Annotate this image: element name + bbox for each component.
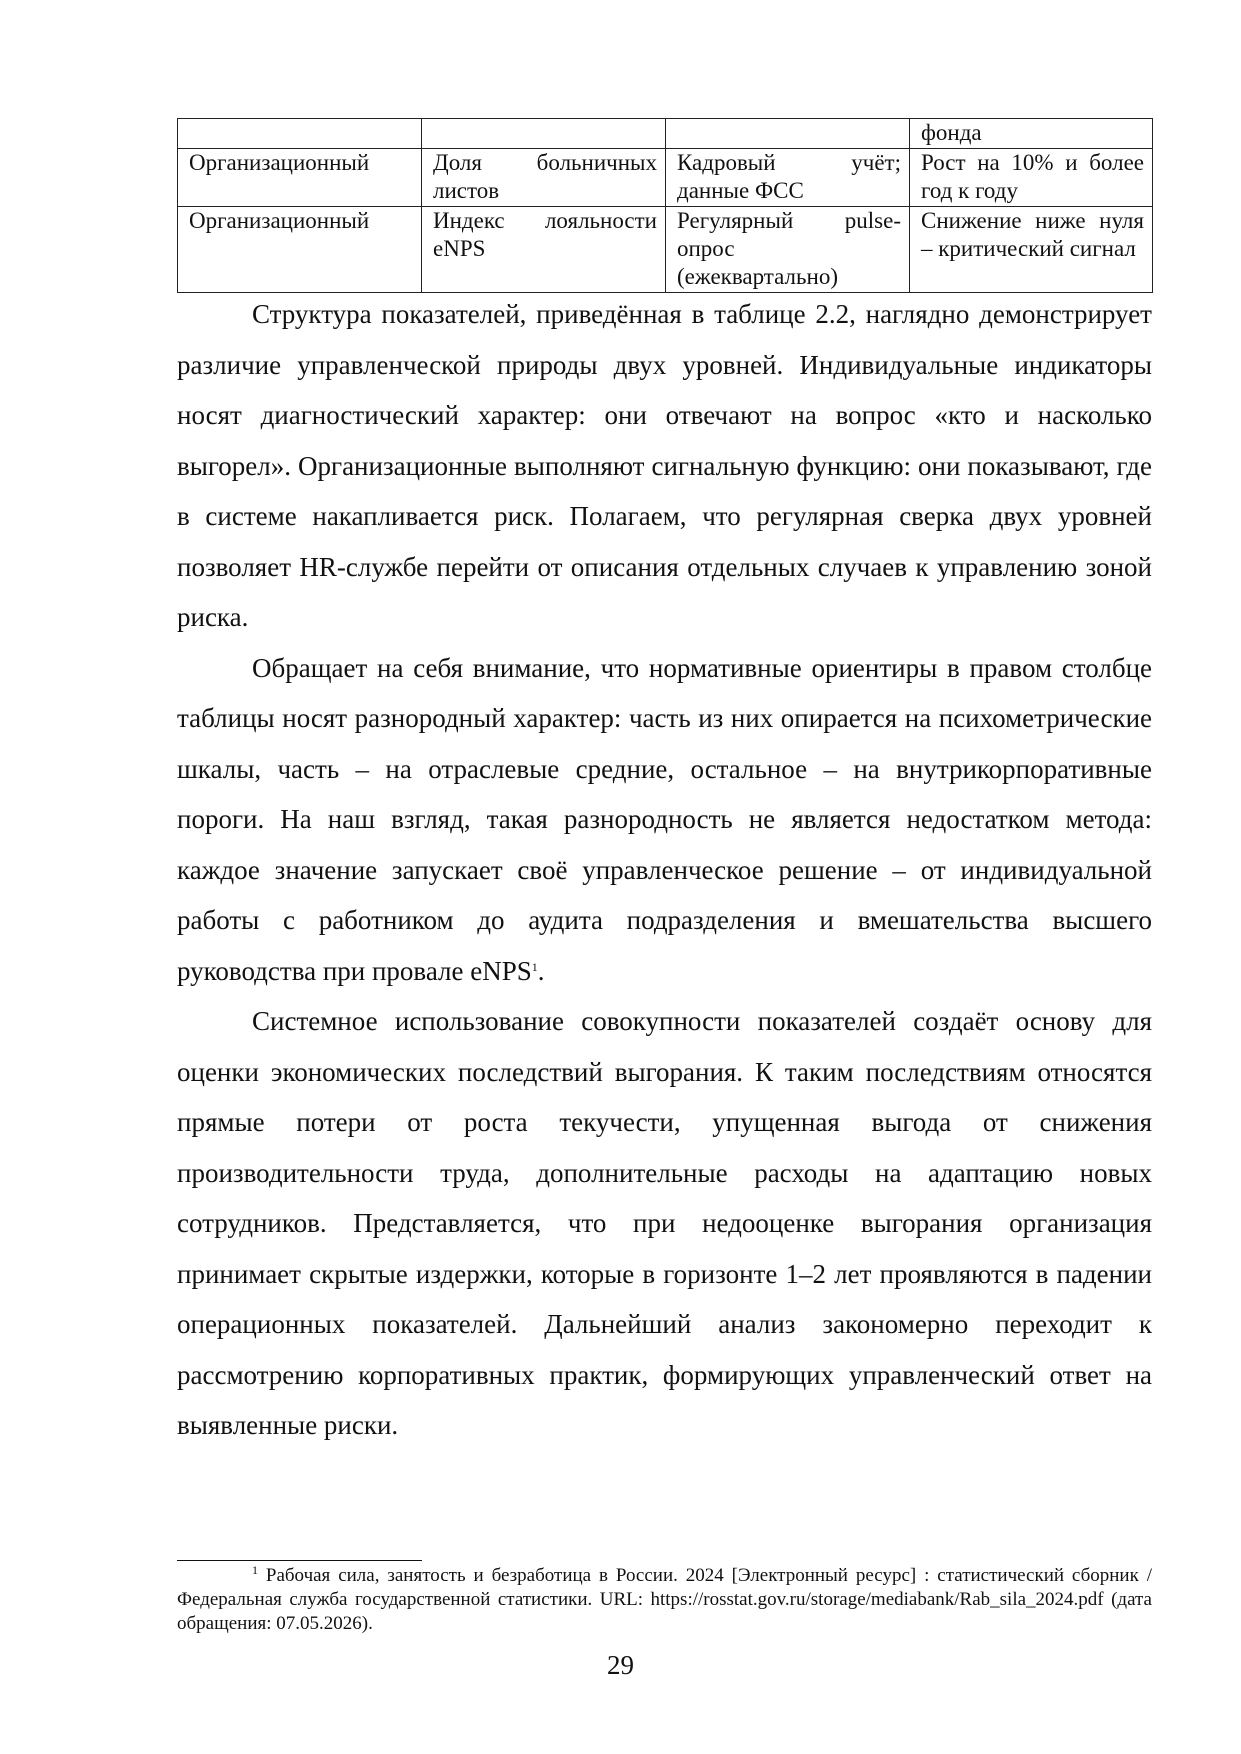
paragraph-end: . — [537, 955, 545, 986]
indicators-table — [177, 118, 1153, 293]
paragraph — [177, 643, 1152, 997]
footnote-separator — [177, 1560, 422, 1561]
paragraph: Системное использование совокупности показателей создаёт основу для оценки экономических последствий выгорания. К таким последствиям относятся прямые потери от роста текучести, упущенная выгода от снижения производительности труда, дополнительные расходы на адаптацию новых сотрудников. Представляется, что при недооценке выгорания организация принимает скрытые издержки, которые в горизонте 1–2 лет проявляются в падении операционных показателей. Дальнейший анализ закономерно переходит к рассмотрению корпоративных практик, формирующих управленческий ответ на выявленные риски. — [177, 1006, 1152, 1440]
footnote — [177, 1564, 1152, 1636]
table-cell — [666, 119, 910, 149]
table-cell: Доля больничных листов — [422, 149, 666, 207]
table-cell: Организационный — [178, 149, 422, 207]
table-cell: Индекс лояльности eNPS — [422, 207, 666, 293]
table-row — [178, 119, 1153, 149]
footnote-reference[interactable]: 1 — [531, 959, 538, 974]
table-cell — [178, 119, 422, 149]
paragraph-text: Обращает на себя внимание, что нормативные ориентиры в правом столбце таблицы носят разнородный характер: часть из них опирается на психометрические шкалы, часть – на отраслевые средние, остальное – на внутрикорпоративные пороги. На наш взгляд, такая разнородность не является недостатком метода: каждое значение запускает своё управленческое решение – от индивидуальной работы с работником до аудита подразделения и вмешательства высшего руководства при провале eNPS — [177, 652, 1152, 986]
footnote-number: 1 — [252, 1563, 258, 1577]
table-cell: Регулярный pulse-опрос (ежеквартально) — [666, 207, 910, 293]
table-cell: фонда — [910, 119, 1153, 149]
table-cell: Снижение ниже нуля – критический сигнал — [910, 207, 1153, 293]
body-text — [177, 289, 1152, 1451]
table-row — [178, 207, 1153, 293]
footnote-text: Рабочая сила, занятость и безработица в России. 2024 [Электронный ресурс] : статистический сборник / Федеральная служба государственной статистики. URL: https://rosstat.gov.ru/storage/mediabank/Rab_sila_2024.pdf (дата обращения: 07.05.2026). — [177, 1565, 1152, 1634]
table-cell: Организационный — [178, 207, 422, 293]
table-row — [178, 149, 1153, 207]
table-cell: Кадровый учёт; данные ФСС — [666, 149, 910, 207]
table-cell: Рост на 10% и более год к году — [910, 149, 1153, 207]
paragraph: Структура показателей, приведённая в таблице 2.2, наглядно демонстрирует различие управленческой природы двух уровней. Индивидуальные индикаторы носят диагностический характер: они отвечают на вопрос «кто и насколько выгорел». Организационные выполняют сигнальную функцию: они показывают, где в системе накапливается риск. Полагаем, что регулярная сверка двух уровней позволяет HR-службе перейти от описания отдельных случаев к управлению зоной риска. — [177, 299, 1152, 632]
page-number: 29 — [607, 1650, 634, 1680]
table-cell — [422, 119, 666, 149]
